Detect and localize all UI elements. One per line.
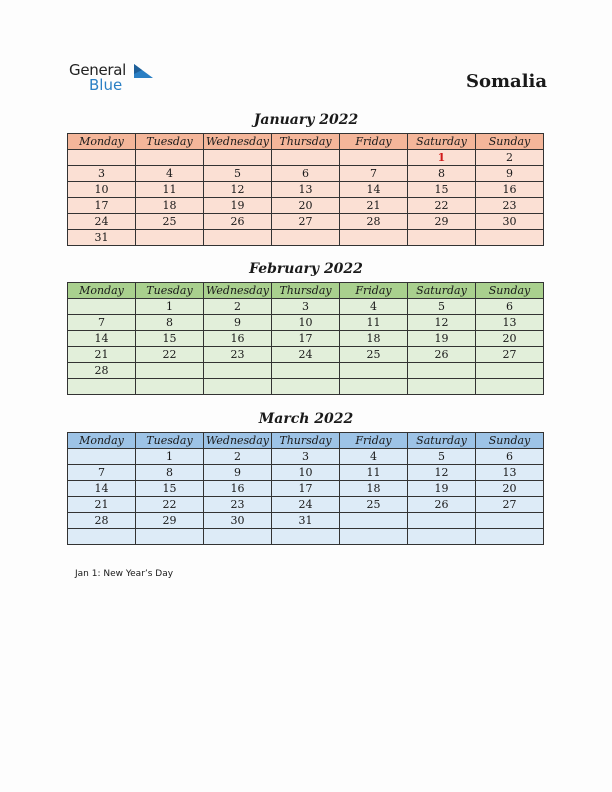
day-cell: 17 [68, 198, 136, 214]
empty-day-cell [68, 299, 136, 315]
day-cell: 19 [408, 331, 476, 347]
day-cell: 16 [476, 182, 544, 198]
empty-day-cell [204, 363, 272, 379]
day-cell: 8 [136, 315, 204, 331]
empty-day-cell [272, 529, 340, 545]
day-cell: 26 [408, 347, 476, 363]
day-cell: 21 [68, 497, 136, 513]
day-cell: 27 [476, 347, 544, 363]
empty-day-cell [136, 363, 204, 379]
week-row [68, 331, 544, 347]
empty-day-cell [68, 150, 136, 166]
weekday-header: Tuesday [136, 134, 204, 150]
empty-day-cell [272, 363, 340, 379]
day-cell: 4 [340, 299, 408, 315]
weekday-header: Tuesday [136, 433, 204, 449]
week-row [68, 529, 544, 545]
week-row [68, 315, 544, 331]
weekday-header: Wednesday [204, 134, 272, 150]
day-cell: 19 [408, 481, 476, 497]
weekday-header: Thursday [272, 283, 340, 299]
day-cell: 26 [204, 214, 272, 230]
day-cell: 9 [476, 166, 544, 182]
day-cell: 17 [272, 481, 340, 497]
weekday-header: Wednesday [204, 283, 272, 299]
empty-day-cell [204, 379, 272, 395]
weekday-header: Tuesday [136, 283, 204, 299]
logo-text-blue: Blue [89, 76, 123, 94]
day-cell: 18 [340, 331, 408, 347]
weekday-header: Monday [68, 433, 136, 449]
day-cell: 5 [408, 449, 476, 465]
week-row [68, 230, 544, 246]
week-row [68, 465, 544, 481]
day-cell: 28 [340, 214, 408, 230]
weekday-header: Friday [340, 433, 408, 449]
day-cell: 14 [68, 481, 136, 497]
day-cell: 25 [136, 214, 204, 230]
empty-day-cell [272, 379, 340, 395]
day-cell: 18 [340, 481, 408, 497]
empty-day-cell [476, 230, 544, 246]
day-cell: 12 [408, 465, 476, 481]
day-cell: 23 [204, 497, 272, 513]
week-row [68, 513, 544, 529]
day-cell: 13 [476, 465, 544, 481]
day-cell: 7 [68, 465, 136, 481]
week-row [68, 379, 544, 395]
empty-day-cell [340, 363, 408, 379]
week-row [68, 150, 544, 166]
day-cell: 3 [68, 166, 136, 182]
weekday-header: Wednesday [204, 433, 272, 449]
day-cell: 2 [204, 449, 272, 465]
empty-day-cell [476, 513, 544, 529]
day-cell: 24 [272, 347, 340, 363]
day-cell: 3 [272, 299, 340, 315]
logo-flag-icon [134, 64, 154, 78]
empty-day-cell [340, 379, 408, 395]
day-cell: 20 [476, 331, 544, 347]
day-cell: 27 [272, 214, 340, 230]
empty-day-cell [408, 529, 476, 545]
day-cell: 28 [68, 363, 136, 379]
empty-day-cell [136, 529, 204, 545]
weekday-header: Saturday [408, 283, 476, 299]
day-cell: 18 [136, 198, 204, 214]
day-cell: 2 [204, 299, 272, 315]
weekday-header: Friday [340, 283, 408, 299]
empty-day-cell [340, 513, 408, 529]
empty-day-cell [408, 379, 476, 395]
empty-day-cell [136, 230, 204, 246]
day-cell: 21 [68, 347, 136, 363]
empty-day-cell [68, 449, 136, 465]
day-cell: 23 [476, 198, 544, 214]
empty-day-cell [204, 150, 272, 166]
day-cell: 13 [272, 182, 340, 198]
month-title-march: March 2022 [258, 411, 354, 427]
empty-day-cell [136, 150, 204, 166]
empty-day-cell [204, 230, 272, 246]
holiday-notes [75, 569, 173, 579]
day-cell: 29 [136, 513, 204, 529]
week-row [68, 497, 544, 513]
day-cell: 10 [272, 315, 340, 331]
day-cell: 1 [408, 150, 476, 166]
weekday-header: Saturday [408, 433, 476, 449]
weekday-header: Monday [68, 283, 136, 299]
empty-day-cell [408, 230, 476, 246]
logo-text-general: General [69, 61, 127, 79]
day-cell: 1 [136, 299, 204, 315]
day-cell: 14 [340, 182, 408, 198]
day-cell: 3 [272, 449, 340, 465]
empty-day-cell [340, 150, 408, 166]
empty-day-cell [272, 230, 340, 246]
day-cell: 21 [340, 198, 408, 214]
weekday-header: Sunday [476, 433, 544, 449]
day-cell: 29 [408, 214, 476, 230]
week-row [68, 363, 544, 379]
empty-day-cell [68, 529, 136, 545]
week-row [68, 481, 544, 497]
day-cell: 2 [476, 150, 544, 166]
day-cell: 14 [68, 331, 136, 347]
day-cell: 25 [340, 347, 408, 363]
calendar-march [67, 432, 544, 545]
day-cell: 20 [272, 198, 340, 214]
day-cell: 27 [476, 497, 544, 513]
day-cell: 12 [408, 315, 476, 331]
day-cell: 22 [408, 198, 476, 214]
day-cell: 8 [408, 166, 476, 182]
empty-day-cell [68, 379, 136, 395]
day-cell: 23 [204, 347, 272, 363]
day-cell: 9 [204, 315, 272, 331]
weekday-header: Thursday [272, 433, 340, 449]
weekday-header: Thursday [272, 134, 340, 150]
day-cell: 25 [340, 497, 408, 513]
empty-day-cell [340, 230, 408, 246]
week-row [68, 299, 544, 315]
day-cell: 4 [136, 166, 204, 182]
day-cell: 20 [476, 481, 544, 497]
empty-day-cell [272, 150, 340, 166]
month-title-january: January 2022 [253, 112, 359, 128]
week-row [68, 198, 544, 214]
day-cell: 5 [408, 299, 476, 315]
day-cell: 11 [340, 465, 408, 481]
holiday-note: Jan 1: New Year’s Day [75, 569, 174, 579]
day-cell: 7 [68, 315, 136, 331]
day-cell: 6 [476, 299, 544, 315]
day-cell: 7 [340, 166, 408, 182]
day-cell: 6 [272, 166, 340, 182]
day-cell: 16 [204, 331, 272, 347]
day-cell: 31 [68, 230, 136, 246]
week-row [68, 166, 544, 182]
empty-day-cell [476, 529, 544, 545]
empty-day-cell [408, 513, 476, 529]
day-cell: 15 [408, 182, 476, 198]
day-cell: 11 [340, 315, 408, 331]
empty-day-cell [136, 379, 204, 395]
calendar-february [67, 282, 544, 395]
week-row [68, 182, 544, 198]
day-cell: 16 [204, 481, 272, 497]
calendar-january [67, 133, 544, 246]
day-cell: 10 [272, 465, 340, 481]
country-name: Somalia [466, 71, 548, 92]
day-cell: 4 [340, 449, 408, 465]
day-cell: 12 [204, 182, 272, 198]
day-cell: 24 [272, 497, 340, 513]
day-cell: 11 [136, 182, 204, 198]
day-cell: 9 [204, 465, 272, 481]
empty-day-cell [476, 379, 544, 395]
brand-logo [69, 62, 126, 93]
month-title-february: February 2022 [249, 261, 363, 277]
week-row [68, 347, 544, 363]
day-cell: 19 [204, 198, 272, 214]
weekday-header: Saturday [408, 134, 476, 150]
day-cell: 24 [68, 214, 136, 230]
empty-day-cell [476, 363, 544, 379]
weekday-header: Sunday [476, 134, 544, 150]
day-cell: 30 [476, 214, 544, 230]
day-cell: 10 [68, 182, 136, 198]
day-cell: 31 [272, 513, 340, 529]
empty-day-cell [340, 529, 408, 545]
empty-day-cell [408, 363, 476, 379]
day-cell: 17 [272, 331, 340, 347]
day-cell: 22 [136, 497, 204, 513]
day-cell: 26 [408, 497, 476, 513]
day-cell: 15 [136, 481, 204, 497]
day-cell: 8 [136, 465, 204, 481]
weekday-header: Monday [68, 134, 136, 150]
weekday-header: Friday [340, 134, 408, 150]
empty-day-cell [204, 529, 272, 545]
day-cell: 28 [68, 513, 136, 529]
week-row [68, 449, 544, 465]
day-cell: 1 [136, 449, 204, 465]
day-cell: 6 [476, 449, 544, 465]
day-cell: 30 [204, 513, 272, 529]
day-cell: 13 [476, 315, 544, 331]
day-cell: 15 [136, 331, 204, 347]
week-row [68, 214, 544, 230]
day-cell: 5 [204, 166, 272, 182]
weekday-header: Sunday [476, 283, 544, 299]
day-cell: 22 [136, 347, 204, 363]
